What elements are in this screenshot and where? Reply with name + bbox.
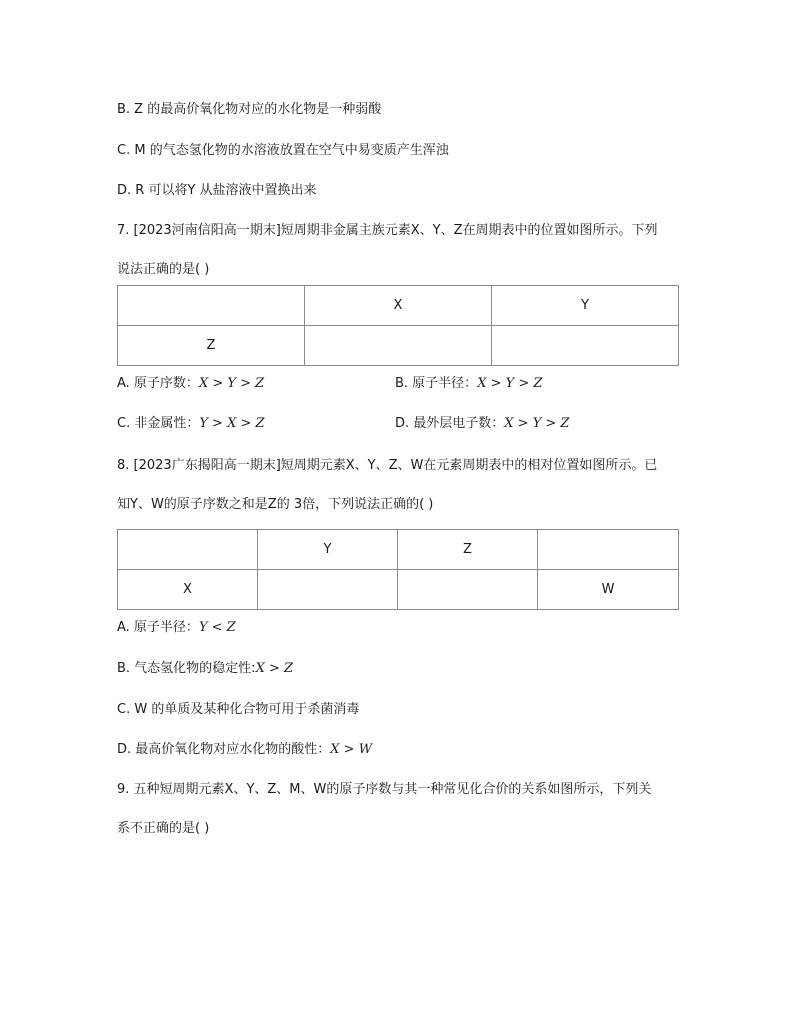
table-cell: Y [258,530,398,570]
table-cell: Y [492,286,679,326]
option-label: D. 最高价氧化物对应水化物的酸性： [117,742,331,757]
option-expression: Y > X > Z [199,416,265,431]
q9-stem-line1: 9. 五种短周期元素X、Y、Z、M、W的原子序数与其一种常见化合价的关系如图所示，下列关 [117,782,652,797]
q8-option-c: C. W 的单质及某种化合物可用于杀菌消毒 [117,702,360,717]
option-expression: X > Z [255,661,294,676]
option-label: B. 原子半径： [395,376,478,391]
q9-stem-line2: 系不正确的是( ) [117,821,210,836]
option-expression: Y < Z [198,620,236,635]
option-label: D. 最外层电子数： [395,416,505,431]
option-expression: X > W [330,742,373,757]
q6-option-c: C. M 的气态氢化物的水溶液放置在空气中易变质产生浑浊 [117,143,449,158]
table-row [118,570,679,610]
q6-option-b: B. Z 的最高价氧化物对应的水化物是一种弱酸 [117,102,382,117]
option-label: A. 原子半径： [117,620,199,635]
table-cell [538,530,679,570]
option-label: B. 气态氢化物的稳定性: [117,661,256,676]
q8-periodic-table [117,529,679,610]
option-label: C. 非金属性： [117,416,200,431]
table-row [118,530,679,570]
table-cell: X [305,286,492,326]
table-cell: W [538,570,679,610]
q7-option-c [117,415,265,433]
table-cell [398,570,538,610]
table-cell: Z [118,326,305,366]
q8-stem-line2: 知Y、W的原子序数之和是Z的 3倍，下列说法正确的( ) [117,497,434,512]
table-cell: Z [398,530,538,570]
q7-stem-line2: 说法正确的是( ) [117,262,210,277]
option-label: A. 原子序数： [117,376,199,391]
q8-option-b [117,660,293,678]
table-cell: X [118,570,258,610]
option-expression: X > Y > Z [504,416,570,431]
q7-periodic-table [117,285,679,366]
q8-stem-line1: 8. [2023广东揭阳高一期末]短周期元素X、Y、Z、W在元素周期表中的相对位置如图所示。已 [117,458,658,473]
table-cell [118,286,305,326]
table-cell [305,326,492,366]
q7-option-d [395,415,569,433]
q7-option-b [395,375,542,393]
table-row [118,286,679,326]
table-cell [492,326,679,366]
table-cell [258,570,398,610]
q7-option-a [117,375,264,393]
q8-option-d [117,741,372,759]
option-expression: X > Y > Z [477,376,543,391]
q6-option-d: D. R 可以将Y 从盐溶液中置换出来 [117,183,317,198]
table-cell [118,530,258,570]
q7-stem-line1: 7. [2023河南信阳高一期末]短周期非金属主族元素X、Y、Z在周期表中的位置如图所示。下列 [117,223,658,238]
q8-option-a [117,619,236,637]
table-row [118,326,679,366]
option-expression: X > Y > Z [198,376,265,391]
